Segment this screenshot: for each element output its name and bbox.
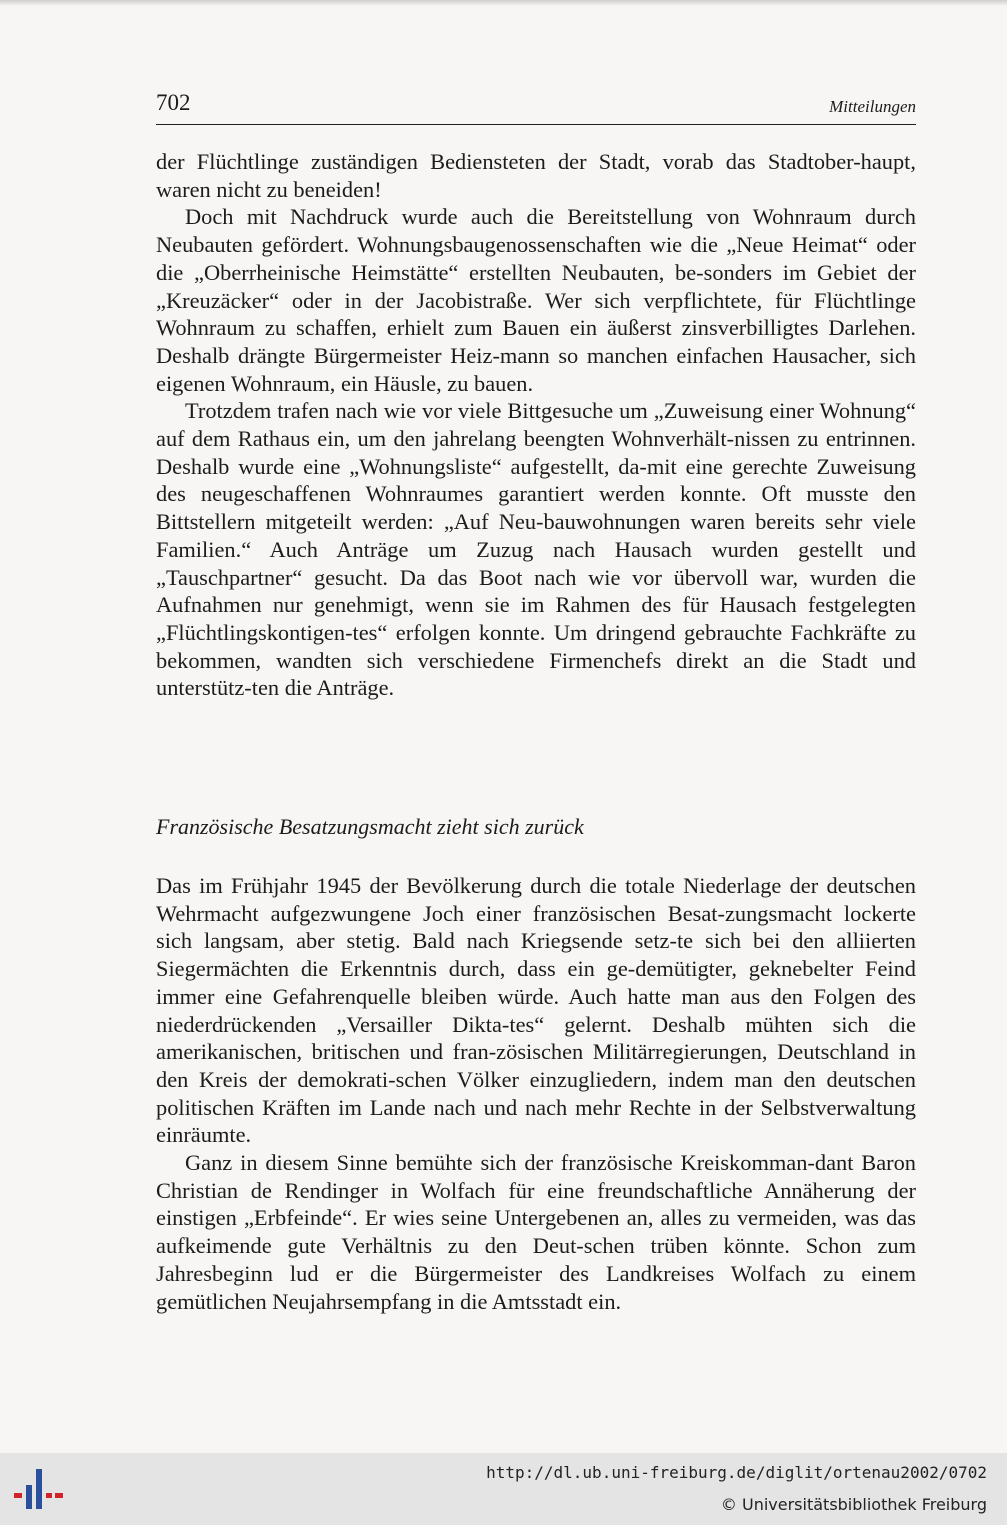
page-header bbox=[156, 88, 916, 125]
ub-freiburg-logo-icon bbox=[14, 1463, 64, 1515]
source-url-link[interactable]: http://dl.ub.uni-freiburg.de/diglit/ortenau2002/0702 bbox=[486, 1463, 987, 1482]
paragraph: Trotzdem trafen nach wie vor viele Bittgesuche um „Zuweisung einer Wohnung“ auf dem Rathaus ein, um den jahrelang beengten Wohnverhält-nissen zu entrinnen. Deshalb wurde eine „Wohnungsliste“ aufgestellt, da-mit eine gerechte Zuweisung des neugeschaffenen Wohnraumes garantiert werden konnte. Oft musste den Bittstellern mitgeteilt werden: „Auf Neu-bauwohnungen waren bereits sehr viele Familien.“ Auch Anträge um Zuzug nach Hausach wurden gestellt und „Tauschpartner“ gesucht. Da das Boot nach wie vor übervoll war, wurden die Aufnahmen nur genehmigt, wenn sie im Rahmen des für Hausach festgelegten „Flüchtlingskontigen-tes“ erfolgen konnte. Um dringend gebrauchte Fachkräfte zu bekommen, wandten sich verschiedene Firmenchefs direkt an die Stadt und unterstütz-ten die Anträge. bbox=[156, 398, 916, 701]
body-text-block-1 bbox=[156, 148, 916, 702]
running-head: Mitteilungen bbox=[829, 97, 916, 116]
copyright-notice: © Universitätsbibliothek Freiburg bbox=[720, 1495, 987, 1514]
paragraph: Doch mit Nachdruck wurde auch die Bereitstellung von Wohnraum durch Neubauten gefördert. Wohnungsbaugenossenschaften wie die „Neue Heimat“ oder die „Oberrheinische Heimstätte“ erstellten Neubauten, be-sonders im Gebiet der „Kreuzäcker“ oder in der Jacobistraße. Wer sich verpflichtete, für Flüchtlinge Wohnraum zu schaffen, erhielt zum Bauen ein äußerst zinsverbilligtes Darlehen. Deshalb drängte Bürgermeister Heiz-mann so manchen einfachen Hausacher, sich eigenen Wohnraum, ein Häusle, zu bauen. bbox=[156, 204, 916, 396]
scan-edge-shadow bbox=[0, 0, 1007, 6]
paragraph: Das im Frühjahr 1945 der Bevölkerung durch die totale Niederlage der deutschen Wehrmacht aufgezwungene Joch einer französischen Besat-zungsmacht lockerte sich langsam, aber stetig. Bald nach Kriegsende setz-te sich bei den alliierten Siegermächten die Erkenntnis durch, dass ein ge-demütigter, geknebelter Feind immer eine Gefahrenquelle bleiben würde. Auch hatte man aus den Folgen des niederdrückenden „Versailler Dikta-tes“ gelernt. Deshalb mühten sich die amerikanischen, britischen und fran-zösischen Militärregierungen, Deutschland in den Kreis der demokrati-schen Völker einzugliedern, indem man den deutschen politischen Kräften im Lande nach und nach mehr Rechte in der Selbstverwaltung einräumte. bbox=[156, 873, 916, 1148]
paragraph: Ganz in diesem Sinne bemühte sich der französische Kreiskomman-dant Baron Christian de Rendinger in Wolfach für eine freundschaftliche Annäherung der einstigen „Erbfeinde“. Er wies seine Untergebenen an, alles zu vermeiden, was das aufkeimende gute Verhältnis zu den Deut-schen trüben könnte. Schon zum Jahresbeginn lud er die Bürgermeister des Landkreises Wolfach zu einem gemütlichen Neujahrsempfang in die Amtsstadt ein. bbox=[156, 1150, 916, 1314]
paragraph: der Flüchtlinge zuständigen Bediensteten der Stadt, vorab das Stadtober-haupt, waren nicht zu beneiden! bbox=[156, 149, 916, 202]
page-number: 702 bbox=[156, 90, 191, 115]
body-text-block-2 bbox=[156, 872, 916, 1315]
section-heading: Französische Besatzungsmacht zieht sich zurück bbox=[156, 814, 584, 839]
footer-bar bbox=[0, 1453, 1007, 1525]
